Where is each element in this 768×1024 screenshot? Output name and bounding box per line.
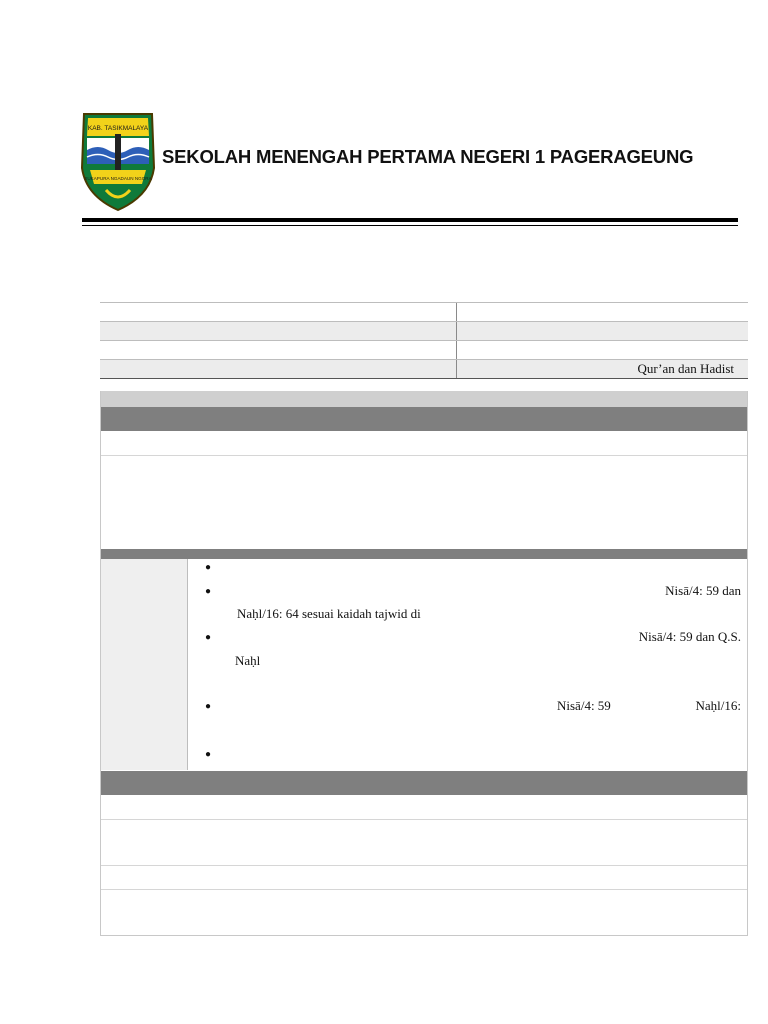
list-bullet: ● xyxy=(205,701,212,712)
section-header-light xyxy=(101,391,747,407)
identity-row xyxy=(100,360,748,379)
indicator-label-cell xyxy=(101,559,188,770)
list-bullet: ● xyxy=(205,632,212,643)
indicator-text: Naḥl/16: 64 sesuai kaidah tajwid di xyxy=(237,606,421,621)
svg-text:KAB. TASIKMALAYA: KAB. TASIKMALAYA xyxy=(87,125,149,132)
identity-table xyxy=(100,302,748,379)
row-divider xyxy=(101,865,747,866)
school-name-heading: SEKOLAH MENENGAH PERTAMA NEGERI 1 PAGERAGEUNG xyxy=(162,146,694,167)
row-divider xyxy=(101,819,747,820)
section-header-dark xyxy=(101,407,747,431)
row-divider xyxy=(101,889,747,890)
indicator-text: Nisā/4: 59 dan Q.S. xyxy=(638,629,741,644)
identity-label-cell xyxy=(100,303,457,321)
header-rule-thin xyxy=(82,225,738,226)
identity-value-cell xyxy=(457,341,748,359)
header-rule-thick xyxy=(82,218,738,222)
section-header-dark xyxy=(101,771,747,795)
list-bullet: ● xyxy=(205,749,212,760)
indicator-text: Naḥl/16: xyxy=(695,698,741,713)
lesson-plan-table xyxy=(100,391,748,936)
school-crest-logo xyxy=(78,108,158,212)
indicator-text: Naḥl xyxy=(235,653,261,668)
indicator-list xyxy=(187,559,747,770)
identity-value-cell xyxy=(457,322,748,340)
row-divider xyxy=(101,455,747,456)
identity-row xyxy=(100,341,748,360)
list-bullet: ● xyxy=(205,562,212,573)
subject-value-cell: Qur’an dan Hadist xyxy=(637,361,734,376)
section-header-dark xyxy=(101,549,747,559)
svg-text:SUKAPURA NGADAUN NGORA: SUKAPURA NGADAUN NGORA xyxy=(84,176,152,181)
identity-row xyxy=(100,322,748,341)
identity-label-cell xyxy=(100,322,457,340)
identity-row xyxy=(100,303,748,322)
list-bullet: ● xyxy=(205,586,212,597)
identity-label-cell xyxy=(100,360,457,378)
identity-label-cell xyxy=(100,341,457,359)
identity-value-cell xyxy=(457,303,748,321)
indicator-text: Nisā/4: 59 dan xyxy=(665,583,741,598)
indicator-text: Nisā/4: 59 xyxy=(557,698,611,713)
